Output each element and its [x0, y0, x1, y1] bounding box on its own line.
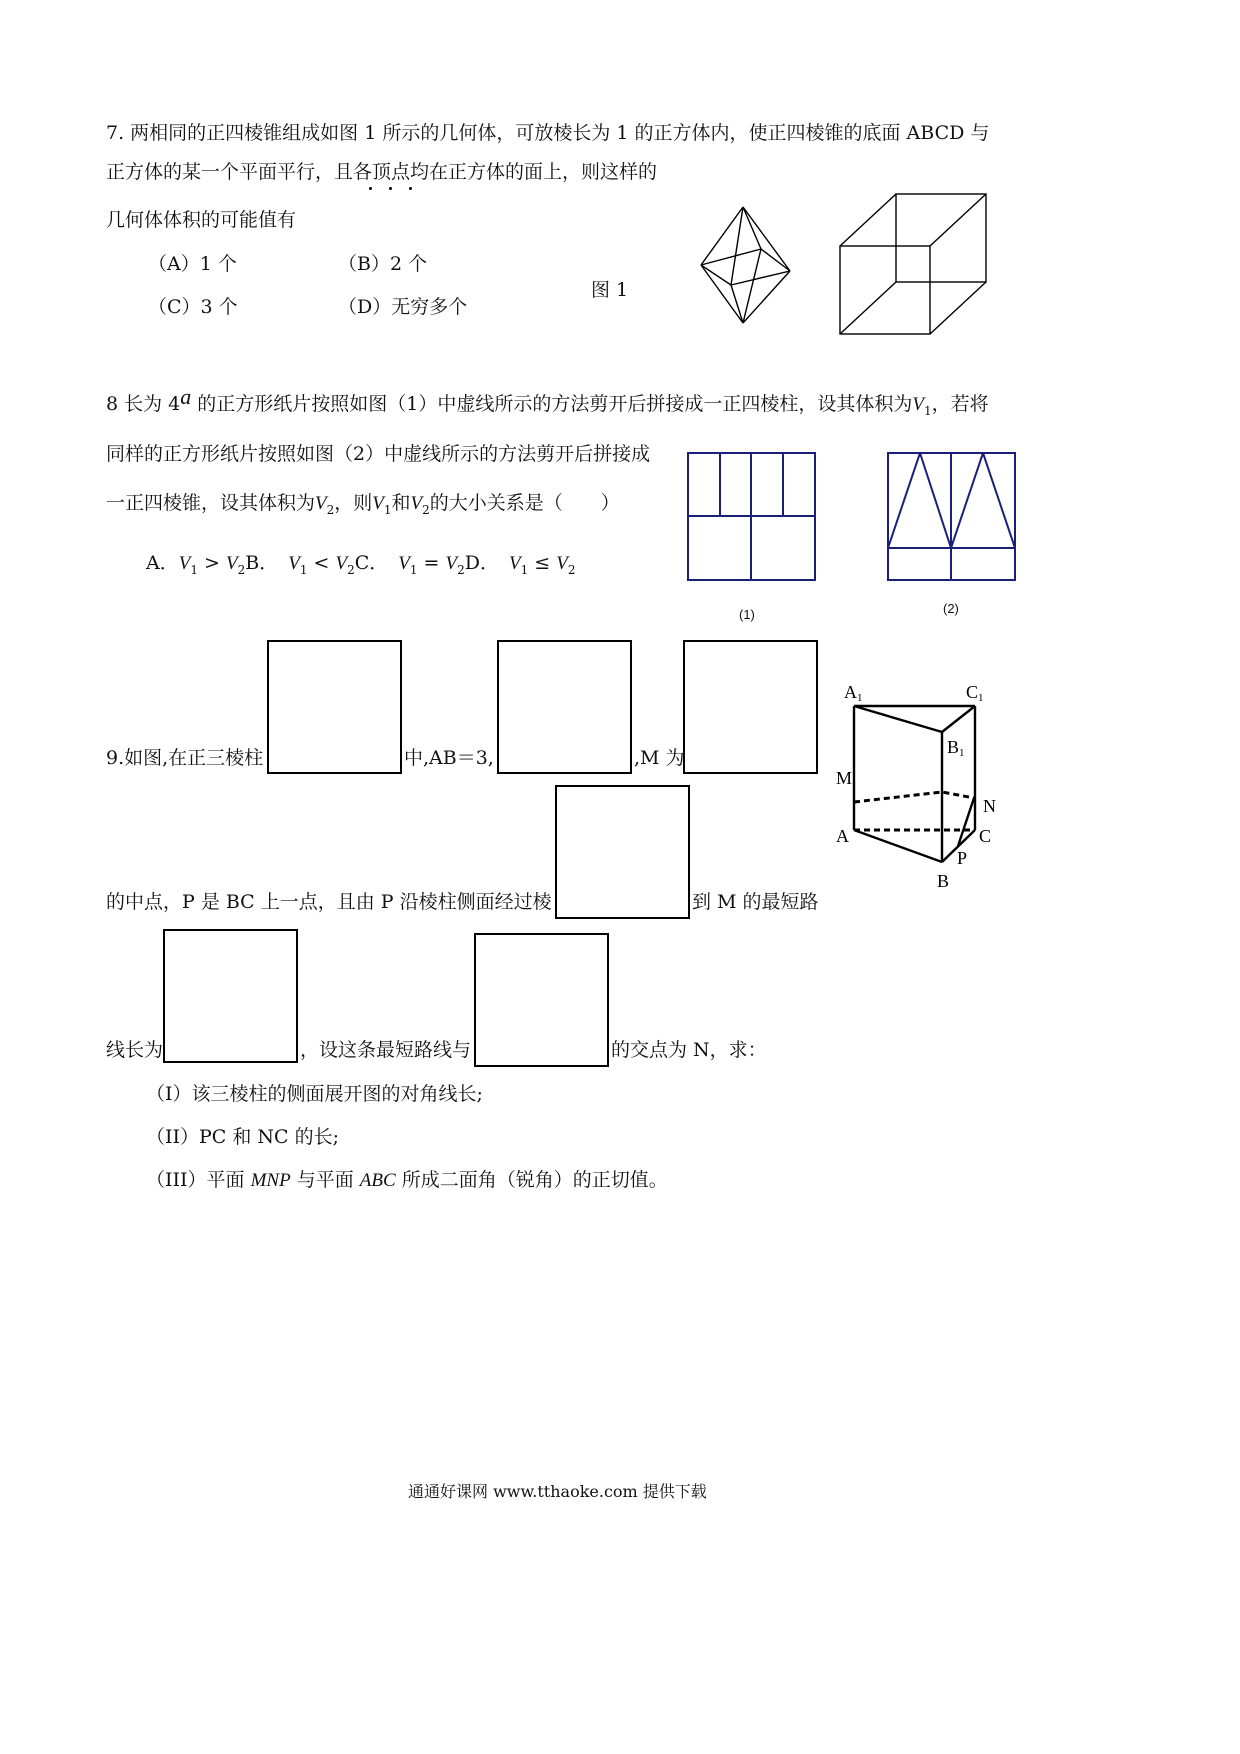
- q9-line-2-a: 的中点，P 是 BC 上一点，且由 P 沿棱柱侧面经过棱: [106, 891, 552, 913]
- choice-b-label: B．: [245, 552, 279, 574]
- q7-option-b: （B）2 个: [338, 253, 428, 275]
- prism-figure: [830, 680, 1010, 895]
- var-v2: V: [315, 493, 327, 514]
- svg-text:C1: [966, 682, 984, 704]
- var-v2b: V: [410, 493, 423, 514]
- choice-b-op: <: [307, 552, 336, 574]
- label-p: P: [957, 848, 968, 868]
- choice-b-v1: V: [288, 553, 300, 574]
- q8-choices: [146, 551, 575, 582]
- var-v1b: V: [372, 493, 384, 514]
- var-v1-sub: 1: [924, 403, 932, 418]
- q8-line-3-c: 和: [391, 492, 411, 514]
- choice-d-v2: V: [556, 553, 568, 574]
- q7-option-d: （D）无穷多个: [338, 296, 468, 318]
- q8-line-1: [106, 384, 989, 423]
- choice-c-v2-sub: 2: [457, 562, 465, 577]
- choice-b-v2: V: [335, 553, 348, 574]
- label-a1: A: [844, 682, 857, 702]
- choice-c-v1: V: [398, 553, 410, 574]
- q9-part-3-a: （III）平面: [146, 1169, 251, 1191]
- choice-a-label: A．: [146, 552, 179, 574]
- label-a1-sub: 1: [857, 692, 863, 704]
- choice-a-v1-sub: 1: [190, 562, 198, 577]
- q8-line-3-a: 一正四棱锥，设其体积为: [106, 492, 316, 514]
- q7-line-3: 几何体体积的可能值有: [106, 209, 297, 231]
- label-c1: C: [966, 682, 979, 702]
- q9-intro-c: ,M 为: [634, 747, 685, 769]
- q9-part-1: （I）该三棱柱的侧面展开图的对角线长;: [146, 1083, 483, 1105]
- choice-a-v2: V: [225, 553, 238, 574]
- choice-d-label: D．: [464, 552, 499, 574]
- q7-line-2-text: 正方体的某一个平面平行，且各顶点均在正方体的面上，则这样的: [106, 161, 658, 183]
- var-v2-sub: 2: [326, 502, 335, 517]
- q7-line-2: [106, 160, 657, 184]
- q8-line-3: [106, 491, 620, 522]
- q8-line-3-b: ，则: [334, 492, 373, 514]
- var-v1: V: [912, 394, 925, 415]
- choice-d-op: ≤: [528, 552, 557, 574]
- choice-a-v1: V: [178, 553, 191, 574]
- q8-line-2: 同样的正方形纸片按照如图（2）中虚线所示的方法剪开后拼接成: [106, 443, 651, 465]
- q7-option-a: （A）1 个: [148, 253, 237, 275]
- octahedron-figure: [695, 205, 795, 327]
- formula-image-placeholder: [683, 640, 818, 774]
- var-v1b-sub: 1: [383, 502, 392, 517]
- choice-d-v1: V: [508, 553, 521, 574]
- q8-line-1-middle: 的正方形纸片按照如图（1）中虚线所示的方法剪开后拼接成一正四棱柱，设其体积为: [191, 393, 913, 415]
- label-b1: B: [947, 737, 960, 757]
- q9-line-3-a: 线长为: [106, 1039, 164, 1061]
- var-a: a: [180, 384, 192, 409]
- q9-line-2-b: 到 M 的最短路: [692, 891, 819, 913]
- formula-image-placeholder: [497, 640, 632, 774]
- choice-a-v2-sub: 2: [237, 562, 246, 577]
- label-m: M: [836, 768, 853, 788]
- emphasis-dots: [365, 187, 425, 193]
- footer-text: 通通好课网 www.tthaoke.com 提供下载: [408, 1482, 707, 1501]
- label-a: A: [836, 826, 849, 846]
- q9-intro-b: 中,AB＝3,: [404, 747, 494, 769]
- choice-c-v2: V: [445, 553, 458, 574]
- label-c1-sub: 1: [978, 692, 984, 704]
- label-n: N: [983, 796, 996, 816]
- q9-line-3-c: 的交点为 N，求：: [611, 1039, 767, 1061]
- q9-part-3-c: 所成二面角（锐角）的正切值。: [395, 1169, 668, 1191]
- q8-line-1-suffix: ，若将: [931, 393, 989, 415]
- label-b: B: [937, 871, 950, 891]
- label-c: C: [979, 826, 992, 846]
- choice-c-label: C．: [354, 552, 389, 574]
- q8-figure-1-caption: (1): [739, 607, 755, 622]
- svg-text:B1: [947, 737, 965, 759]
- label-b1-sub: 1: [959, 747, 965, 759]
- choice-d-v2-sub: 2: [567, 562, 576, 577]
- svg-text:A1: [844, 682, 863, 704]
- q9-line-3-b: ，设这条最短路线与: [300, 1039, 472, 1061]
- choice-c-op: =: [417, 552, 446, 574]
- choice-c-v1-sub: 1: [409, 562, 418, 577]
- q7-option-c: （C）3 个: [148, 296, 238, 318]
- var-v2b-sub: 2: [422, 502, 430, 517]
- formula-image-placeholder: [555, 785, 690, 919]
- q9-part-3-b: 与平面: [290, 1169, 360, 1191]
- plane-abc: ABC: [359, 1170, 396, 1191]
- formula-image-placeholder: [267, 640, 402, 774]
- choice-a-op: >: [197, 552, 226, 574]
- q7-figure-caption: 图 1: [591, 279, 629, 301]
- q7-line-1: 7. 两相同的正四棱锥组成如图 1 所示的几何体，可放棱长为 1 的正方体内，使正四棱锥的底面 ABCD 与: [106, 122, 990, 144]
- formula-image-placeholder: [163, 929, 298, 1063]
- q8-line-3-d: 的大小关系是（ ）: [429, 492, 620, 514]
- plane-mnp: MNP: [250, 1170, 291, 1191]
- q9-part-2: （II）PC 和 NC 的长;: [146, 1126, 340, 1148]
- q8-figure-2-caption: (2): [943, 601, 959, 616]
- q9-part-3: [146, 1168, 668, 1193]
- choice-b-v1-sub: 1: [299, 562, 308, 577]
- formula-image-placeholder: [474, 933, 609, 1067]
- q8-figure-2: [887, 452, 1017, 582]
- q9-intro-a: 9.如图,在正三棱柱: [106, 747, 264, 769]
- q8-figure-1: [687, 452, 817, 582]
- cube-figure: [838, 192, 988, 337]
- choice-b-v2-sub: 2: [347, 562, 355, 577]
- choice-d-v1-sub: 1: [520, 562, 529, 577]
- q8-line-1-prefix: 8 长为 4: [106, 393, 181, 415]
